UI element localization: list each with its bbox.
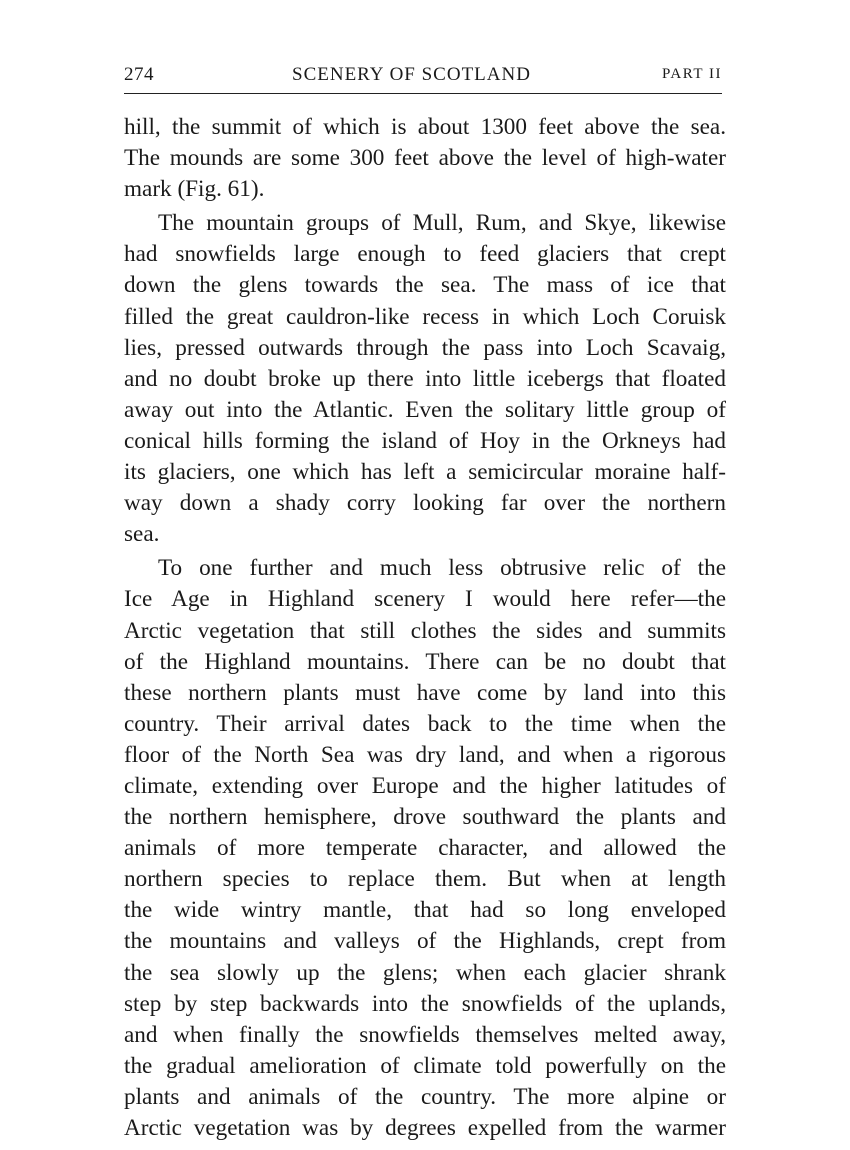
text-line: way down a shady corry looking far over the northern [124, 490, 726, 517]
part-label: PART II [661, 66, 722, 82]
text-line: floor of the North Sea was dry land, and when a rigorous [124, 741, 726, 768]
text-line: and when finally the snowfields themselves melted away, [124, 1021, 726, 1048]
text-line: the northern hemisphere, drove southward the plants and [124, 804, 726, 831]
text-line: country. Their arrival dates back to the time when the [124, 710, 726, 737]
text-line: To one further and much less obtrusive relic of the [158, 555, 726, 582]
text-line: its glaciers, one which has left a semicircular moraine half- [124, 459, 726, 486]
text-line: plants and animals of the country. The more alpine or [124, 1083, 726, 1110]
text-line: the sea slowly up the glens; when each glacier shrank [124, 959, 726, 986]
text-line: climate, extending over Europe and the higher latitudes of [124, 772, 726, 799]
text-line: step by step backwards into the snowfields of the uplands, [124, 990, 726, 1017]
text-line: the gradual amelioration of climate told powerfully on the [124, 1052, 726, 1079]
text-line: animals of more temperate character, and allowed the [124, 835, 726, 862]
text-line: filled the great cauldron-like recess in which Loch Coruisk [124, 303, 726, 330]
text-line: sea. [124, 521, 160, 548]
text-line: the wide wintry mantle, that had so long enveloped [124, 897, 726, 924]
text-line: these northern plants must have come by land into this [124, 679, 726, 706]
text-line: conical hills forming the island of Hoy in the Orkneys had [124, 427, 726, 454]
text-line: The mountain groups of Mull, Rum, and Skye, likewise [158, 210, 726, 237]
text-line: and no doubt broke up there into little icebergs that floated [124, 365, 726, 392]
text-line: The mounds are some 300 feet above the level of high-water [124, 145, 726, 172]
text-line: northern species to replace them. But when at length [124, 866, 726, 893]
body-text [124, 112, 726, 1144]
text-line: away out into the Atlantic. Even the solitary little group of [124, 396, 726, 423]
running-title: SCENERY OF SCOTLAND [292, 64, 531, 85]
text-line: lies, pressed outwards through the pass into Loch Scavaig, [124, 334, 726, 361]
text-line: Ice Age in Highland scenery I would here refer—the [124, 586, 726, 613]
text-line: mark (Fig. 61). [124, 176, 265, 203]
text-line: Arctic vegetation that still clothes the sides and summits [124, 617, 726, 644]
text-line: hill, the summit of which is about 1300 feet above the sea. [124, 114, 726, 140]
text-line: Arctic vegetation was by degrees expelled from the warmer [124, 1115, 726, 1141]
header-rule [124, 93, 722, 94]
running-head [124, 64, 722, 90]
text-line: of the Highland mountains. There can be no doubt that [124, 648, 726, 675]
text-line: had snowfields large enough to feed glaciers that crept [124, 241, 726, 268]
text-line: the mountains and valleys of the Highlands, crept from [124, 928, 726, 955]
text-line: down the glens towards the sea. The mass of ice that [124, 272, 726, 299]
page-number: 274 [124, 64, 154, 85]
